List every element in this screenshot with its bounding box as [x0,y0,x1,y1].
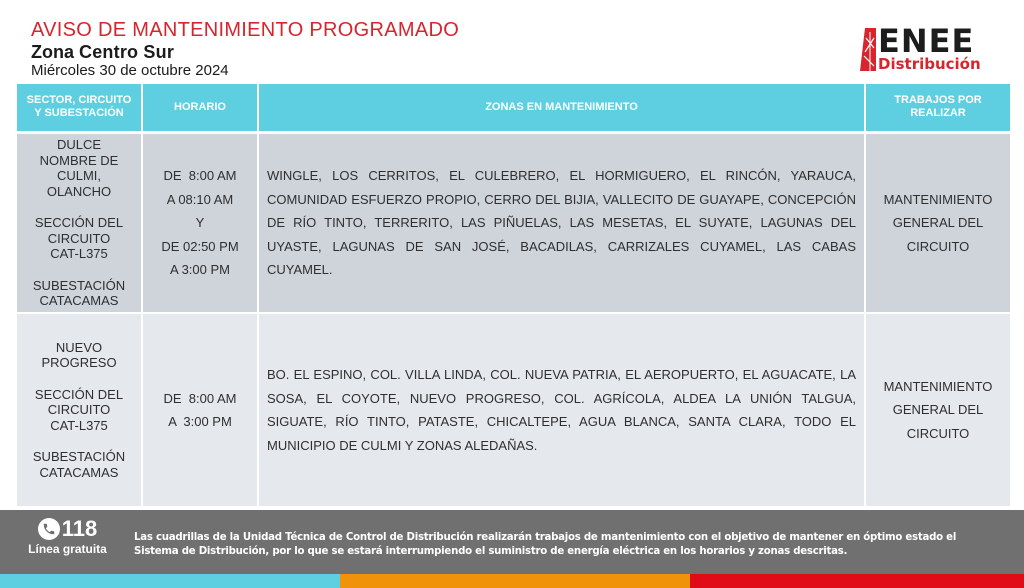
substation-line: CATACAMAS [39,293,119,308]
hotline-label: Línea gratuita [28,542,107,556]
enee-tower-icon [860,28,876,71]
sector-line: DULCE [56,137,102,152]
zone-label: Zona [31,42,74,62]
schedule-cell [142,132,258,313]
footer-notice-line: Sistema de Distribución, por lo que se estará interrumpiendo el suministro de energía eléctrica en los horarios y zonas descritas. [134,545,848,557]
column-header-zonas [258,84,865,132]
circuit-line: CIRCUITO [47,230,111,246]
table-row [17,313,1010,507]
sector-line: PROGRESO [41,355,117,371]
sector-cell [17,313,142,507]
footer-notice-line: Las cuadrillas de la Unidad Técnica de Control de Distribución realizarán trabajos de mantenimiento con el objetivo de mantener en óptimo estado el [134,532,957,543]
column-header-sector [17,84,142,132]
work-line: MANTENIMIENTO [883,378,993,394]
table-header-row [17,84,1010,132]
sector-line: NUEVO [55,339,103,355]
work-line: CIRCUITO [906,425,970,441]
zones-cell [258,313,865,507]
schedule-line: A 3:00 PM [168,414,232,429]
circuit-line: CAT-L375 [50,417,108,433]
notice-date: Miércoles 30 de octubre 2024 [31,62,229,79]
footer-notice [134,531,1014,558]
circuit-line: SECCIÓN DEL [34,386,124,402]
work-line: GENERAL DEL [892,215,984,230]
substation-line: CATACAMAS [39,464,119,480]
column-header-horario [142,84,258,132]
substation-line: SUBESTACIÓN [32,449,126,465]
hotline-number: 118 [61,516,98,541]
hotline [20,516,115,556]
maintenance-table [17,84,1010,508]
work-cell [865,313,1010,507]
notice-header [31,18,459,79]
work-line: GENERAL DEL [892,402,984,418]
zones-text: BO. EL ESPINO, COL. VILLA LINDA, COL. NUEVA PATRIA, EL AEROPUERTO, EL AGUACATE, LA SOSA, EL COYOTE, NUEVO PROGRESO, COL. AGRÍCOLA, ALDEA LA UNIÓN TALGUA, SIGUATE, RÍO TINTO, PATASTE, CHICALTEPE, AGUA BLANCA, SANTA CLARA, TODO EL MUNICIPIO DE CULMI Y ZONAS ALEDAÑAS. [267,367,856,453]
column-header-label: HORARIO [174,100,226,113]
schedule-line: DE 8:00 AM [163,168,237,183]
zones-text: WINGLE, LOS CERRITOS, EL CULEBRERO, EL HORMIGUERO, EL RINCÓN, YARAUCA, COMUNIDAD ESFUERZO PROPIO, CERRO DEL BIJIA, VALLECITO DE GUAYAPE, CONCEPCIÓN DE RÍO TINTO, TERRERITO, LAS PIÑUELAS, LAS MESETAS, EL SUYATE, LAGUNAS DEL UYASTE, LAGUNAS DE SAN JOSÉ, BACADILAS, CARRIZALES CUYAMEL, LAS CABAS CUYAMEL. [267,168,856,277]
work-line: MANTENIMIENTO [883,191,993,207]
schedule-line: A 3:00 PM [170,262,230,277]
column-header-label: ZONAS EN MANTENIMIENTO [485,100,638,113]
table-row [17,132,1010,313]
circuit-line: CAT-L375 [50,246,108,261]
work-cell [865,132,1010,313]
notice-title: AVISO DE MANTENIMIENTO PROGRAMADO [31,19,460,41]
logo-brand: ENEE [878,22,975,60]
sector-line: NOMBRE DE [39,152,119,168]
zones-cell [258,132,865,313]
schedule-line: DE 02:50 PM [161,238,239,254]
sector-cell [17,132,142,313]
sector-line: OLANCHO [46,183,112,199]
stripe-orange [340,574,690,588]
phone-icon [38,518,60,540]
enee-logo [858,22,1004,74]
column-header-label: TRABAJOS POR REALIZAR [894,94,982,120]
substation-line: SUBESTACIÓN [32,277,126,293]
stripe-red [690,574,1024,588]
footer-bar [0,510,1024,574]
schedule-cell [142,313,258,507]
sector-line: CULMI, [56,168,102,183]
schedule-line: DE 8:00 AM [163,390,237,406]
work-line: CIRCUITO [906,238,970,254]
logo-subtitle: Distribución [878,55,981,73]
column-header-trabajos [865,84,1010,132]
zone-title [31,42,459,62]
schedule-line: Y [195,215,205,230]
circuit-line: CIRCUITO [47,402,111,418]
circuit-line: SECCIÓN DEL [34,215,124,230]
schedule-line: A 08:10 AM [166,191,234,207]
stripe-cyan [0,574,340,588]
color-stripes [0,574,1024,588]
zone-name: Centro Sur [79,42,175,62]
column-header-label: SECTOR, CIRCUITO Y SUBESTACIÓN [26,94,132,120]
